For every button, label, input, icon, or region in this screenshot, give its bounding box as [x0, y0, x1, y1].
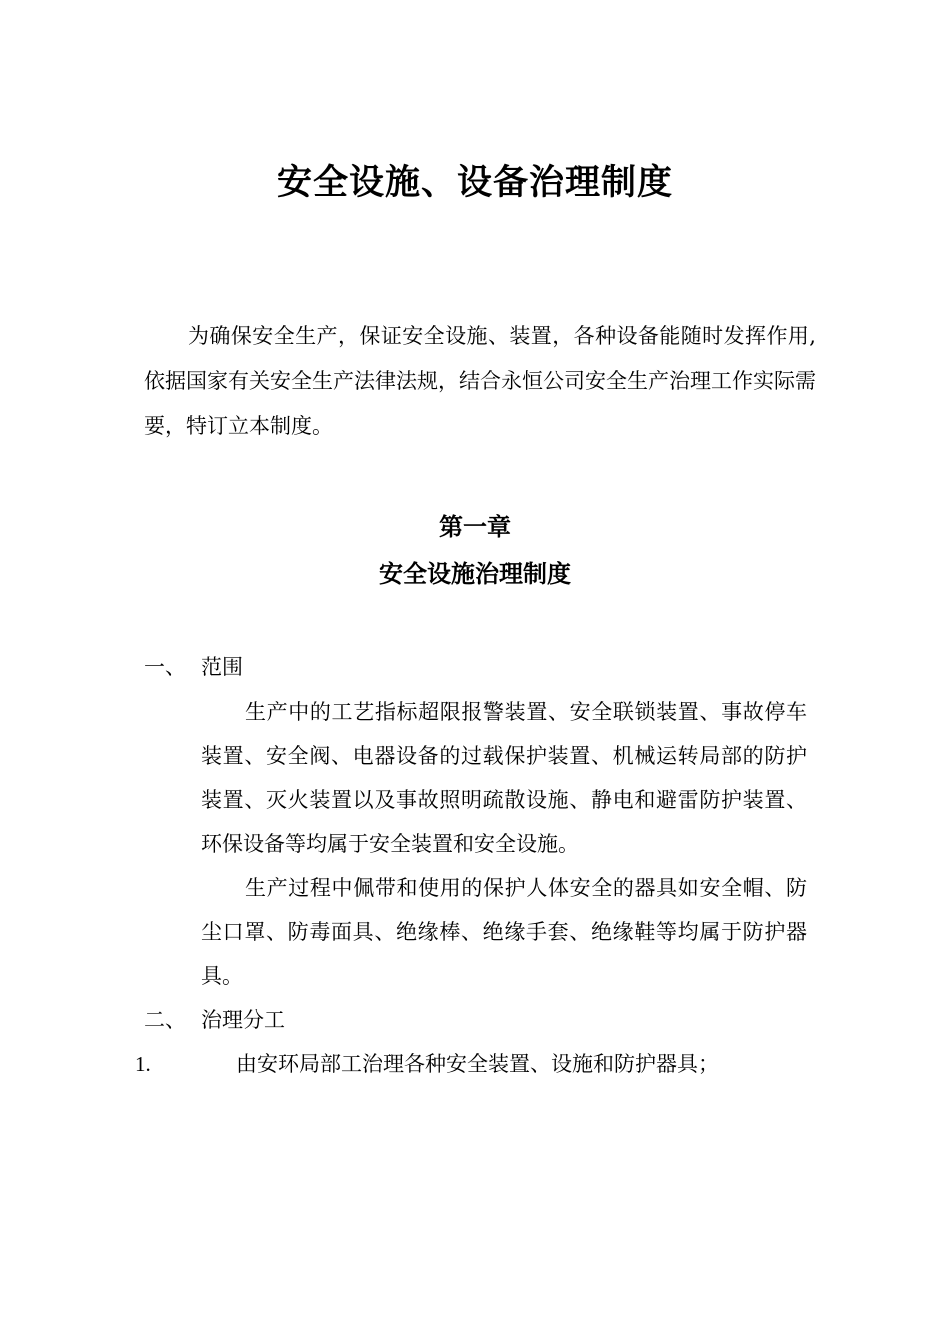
section-heading-scope	[144, 650, 243, 684]
intro-paragraph: 为确保安全生产，保证安全设施、装置，各种设备能随时发挥作用,依据国家有关安全生产法律法规，结合永恒公司安全生产治理工作实际需要，特订立本制度。	[144, 324, 816, 438]
section-title: 范围	[201, 655, 243, 679]
chapter-title: 安全设施治理制度	[379, 560, 571, 588]
list-item-text: 由安环局部工治理各种安全装置、设施和防护器具；	[236, 1052, 719, 1076]
scope-paragraph-2: 生产过程中佩带和使用的保护人体安全的器具如安全帽、防尘口罩、防毒面具、绝缘棒、绝缘手套、绝缘鞋等均属于防护器具。	[201, 876, 807, 988]
document-title: 安全设施、设备治理制度	[276, 163, 673, 203]
section-title: 治理分工	[201, 1008, 285, 1032]
chapter-number: 第一章	[439, 513, 511, 541]
section-heading-division	[144, 1003, 285, 1037]
section-marker: 二、	[144, 1008, 186, 1032]
list-item-number: 1.	[135, 1052, 151, 1076]
scope-paragraph-1: 生产中的工艺指标超限报警装置、安全联锁装置、事故停车装置、安全阀、电器设备的过载保护装置、机械运转局部的防护装置、灭火装置以及事故照明疏散设施、静电和避雷防护装置、环保设备等均属于安全装置和安全设施。	[201, 700, 807, 856]
list-item	[135, 1046, 719, 1082]
section-marker: 一、	[144, 655, 186, 679]
